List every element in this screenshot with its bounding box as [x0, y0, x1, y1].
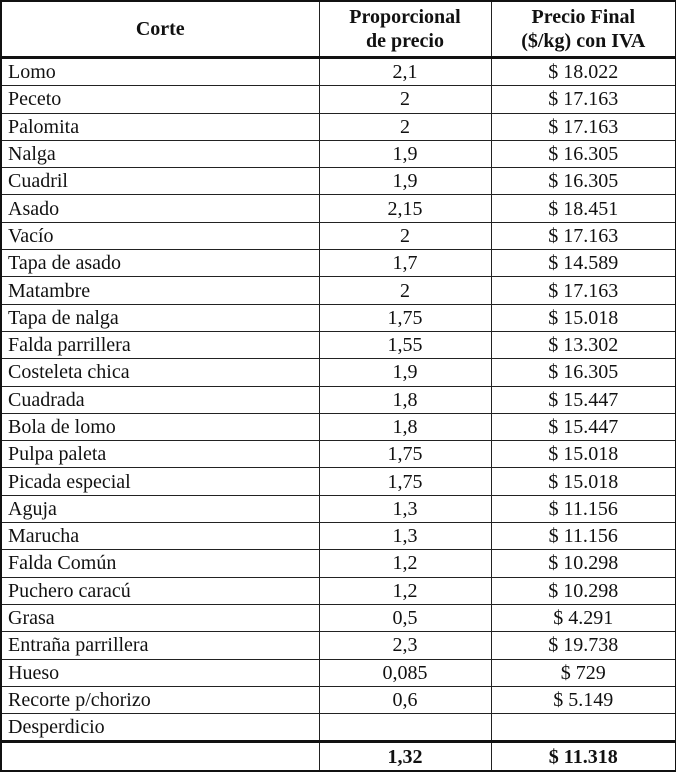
cell-precio: [491, 714, 676, 742]
cell-precio: $ 15.447: [491, 413, 676, 440]
cell-corte: Falda parrillera: [1, 331, 319, 358]
table-row: [1, 250, 676, 277]
cell-prop: 1,3: [319, 495, 491, 522]
total-precio: $ 11.318: [491, 742, 676, 772]
table-row: [1, 331, 676, 358]
cell-prop: 2,1: [319, 58, 491, 86]
cell-corte: Cuadril: [1, 168, 319, 195]
cell-precio: $ 16.305: [491, 168, 676, 195]
cell-prop: 2,3: [319, 632, 491, 659]
cell-prop: 1,9: [319, 168, 491, 195]
table-row: [1, 359, 676, 386]
cell-corte: Cuadrada: [1, 386, 319, 413]
cell-corte: Picada especial: [1, 468, 319, 495]
cell-prop: 1,2: [319, 577, 491, 604]
cell-corte: Vacío: [1, 222, 319, 249]
cell-prop: 1,75: [319, 441, 491, 468]
table-row: [1, 304, 676, 331]
cell-precio: $ 15.018: [491, 441, 676, 468]
table-row: [1, 686, 676, 713]
header-precio: [491, 1, 676, 58]
cell-prop: 1,75: [319, 468, 491, 495]
header-proporcional: [319, 1, 491, 58]
cell-corte: Matambre: [1, 277, 319, 304]
header-prop-line1: Proporcional: [349, 6, 461, 28]
cell-corte: Tapa de nalga: [1, 304, 319, 331]
cell-precio: $ 14.589: [491, 250, 676, 277]
cell-prop: 1,55: [319, 331, 491, 358]
table-row: [1, 714, 676, 742]
table-row: [1, 386, 676, 413]
table-row: [1, 413, 676, 440]
header-corte-label: Corte: [135, 18, 185, 40]
cell-precio: $ 19.738: [491, 632, 676, 659]
total-corte: [1, 742, 319, 772]
cell-corte: Puchero caracú: [1, 577, 319, 604]
cell-precio: $ 13.302: [491, 331, 676, 358]
table-row: [1, 222, 676, 249]
table-row: [1, 659, 676, 686]
cell-corte: Nalga: [1, 140, 319, 167]
cell-prop: 1,7: [319, 250, 491, 277]
cell-prop: 1,9: [319, 359, 491, 386]
cell-precio: $ 10.298: [491, 550, 676, 577]
total-prop: 1,32: [319, 742, 491, 772]
cell-corte: Peceto: [1, 86, 319, 113]
cell-precio: $ 5.149: [491, 686, 676, 713]
cell-corte: Asado: [1, 195, 319, 222]
table-row: [1, 277, 676, 304]
table-row: [1, 195, 676, 222]
cell-prop: 2: [319, 222, 491, 249]
total-row: [1, 742, 676, 772]
cell-precio: $ 11.156: [491, 523, 676, 550]
table-row: [1, 168, 676, 195]
cell-corte: Desperdicio: [1, 714, 319, 742]
table-row: [1, 140, 676, 167]
cell-corte: Entraña parrillera: [1, 632, 319, 659]
cell-precio: $ 18.451: [491, 195, 676, 222]
cell-prop: 1,8: [319, 413, 491, 440]
cell-prop: 2,15: [319, 195, 491, 222]
cell-prop: 2: [319, 86, 491, 113]
table-row: [1, 86, 676, 113]
header-precio-line2: ($/kg) con IVA: [521, 30, 646, 52]
header-prop-line2: de precio: [366, 30, 444, 52]
cell-prop: 1,3: [319, 523, 491, 550]
cell-precio: $ 17.163: [491, 86, 676, 113]
cell-precio: $ 18.022: [491, 58, 676, 86]
cell-corte: Recorte p/chorizo: [1, 686, 319, 713]
cell-corte: Bola de lomo: [1, 413, 319, 440]
cell-precio: $ 15.018: [491, 468, 676, 495]
header-precio-line1: Precio Final: [531, 6, 635, 28]
table-row: [1, 604, 676, 631]
cell-corte: Tapa de asado: [1, 250, 319, 277]
cell-corte: Aguja: [1, 495, 319, 522]
cell-precio: $ 16.305: [491, 140, 676, 167]
cell-precio: $ 16.305: [491, 359, 676, 386]
header-corte: [1, 1, 319, 58]
cell-prop: 0,5: [319, 604, 491, 631]
cell-corte: Grasa: [1, 604, 319, 631]
table-body: [1, 58, 676, 742]
cell-corte: Lomo: [1, 58, 319, 86]
cell-prop: 2: [319, 277, 491, 304]
cell-prop: 1,75: [319, 304, 491, 331]
cell-prop: 1,8: [319, 386, 491, 413]
cell-precio: $ 17.163: [491, 277, 676, 304]
header-row: [1, 1, 676, 58]
table-row: [1, 523, 676, 550]
table-row: [1, 468, 676, 495]
cell-precio: $ 15.447: [491, 386, 676, 413]
cell-corte: Pulpa paleta: [1, 441, 319, 468]
table-row: [1, 577, 676, 604]
cell-prop: 0,085: [319, 659, 491, 686]
cell-precio: $ 729: [491, 659, 676, 686]
cell-corte: Costeleta chica: [1, 359, 319, 386]
cell-corte: Palomita: [1, 113, 319, 140]
cell-prop: 2: [319, 113, 491, 140]
cell-precio: $ 4.291: [491, 604, 676, 631]
cell-corte: Falda Común: [1, 550, 319, 577]
cell-precio: $ 10.298: [491, 577, 676, 604]
cell-precio: $ 17.163: [491, 113, 676, 140]
cell-prop: 0,6: [319, 686, 491, 713]
cell-prop: 1,2: [319, 550, 491, 577]
table-row: [1, 441, 676, 468]
cell-prop: 1,9: [319, 140, 491, 167]
table-row: [1, 550, 676, 577]
table-row: [1, 495, 676, 522]
table-row: [1, 632, 676, 659]
cell-corte: Hueso: [1, 659, 319, 686]
cell-precio: $ 17.163: [491, 222, 676, 249]
cell-prop: [319, 714, 491, 742]
table-row: [1, 58, 676, 86]
cell-corte: Marucha: [1, 523, 319, 550]
cell-precio: $ 11.156: [491, 495, 676, 522]
table-row: [1, 113, 676, 140]
cell-precio: $ 15.018: [491, 304, 676, 331]
